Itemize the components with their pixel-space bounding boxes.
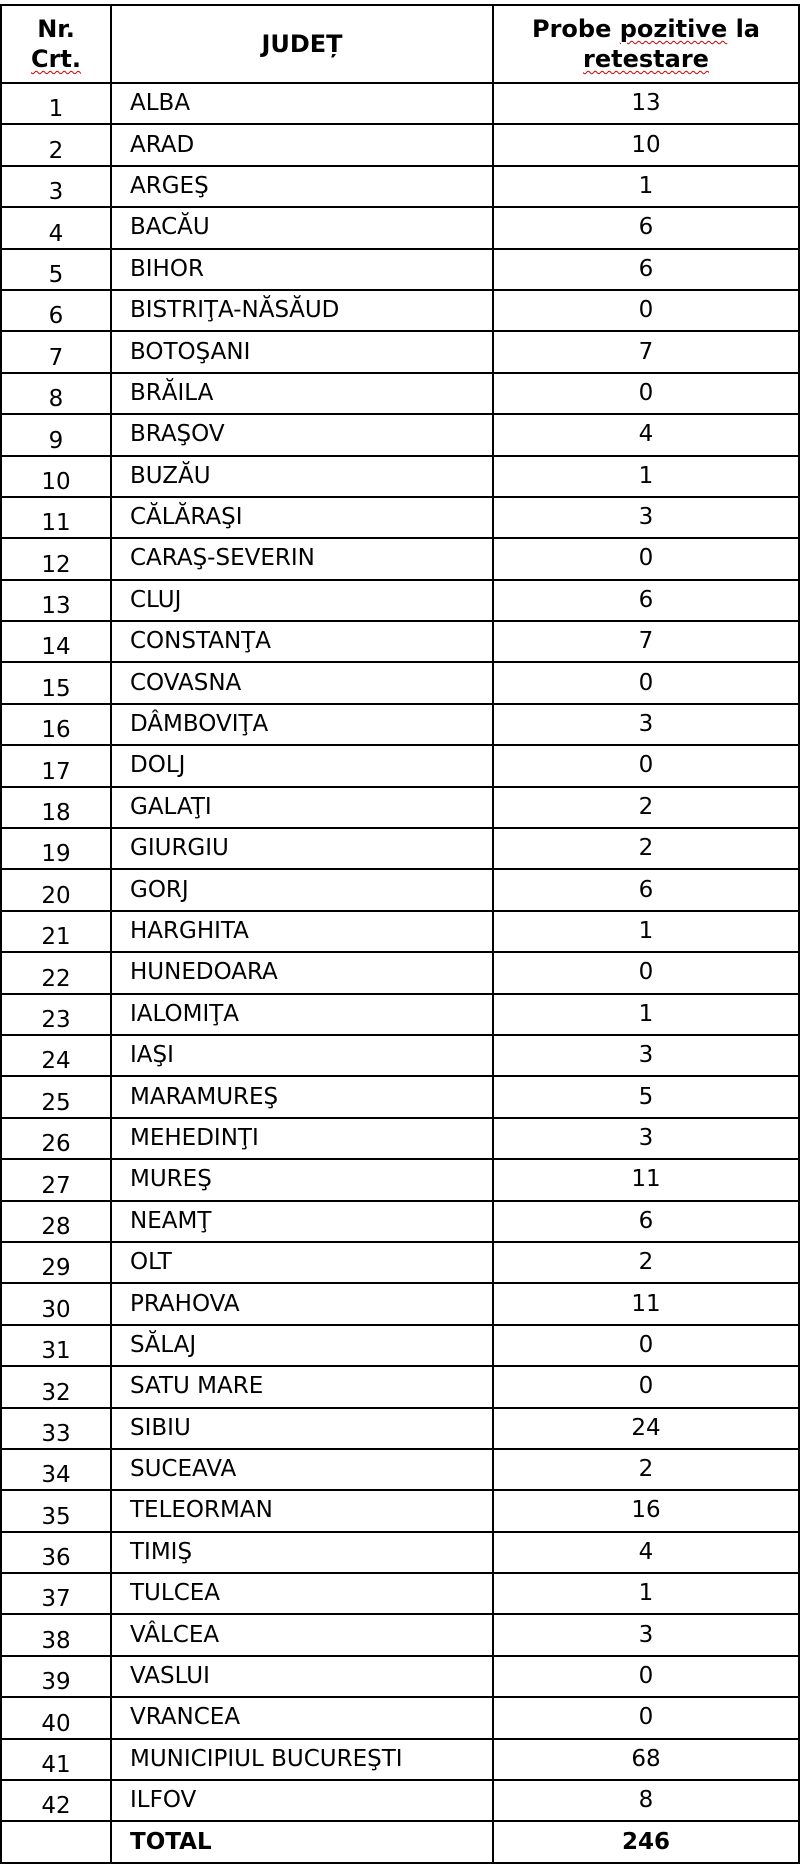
header-judet bbox=[111, 5, 493, 83]
header-la-word: la bbox=[735, 15, 760, 43]
table-row bbox=[1, 1614, 799, 1655]
positive-count: 0 bbox=[493, 373, 799, 414]
positive-count: 0 bbox=[493, 1325, 799, 1366]
county-name: CLUJ bbox=[111, 580, 493, 621]
table-row bbox=[1, 994, 799, 1035]
positive-count: 3 bbox=[493, 704, 799, 745]
county-name: NEAMŢ bbox=[111, 1201, 493, 1242]
county-name: IALOMIŢA bbox=[111, 994, 493, 1035]
positive-count: 0 bbox=[493, 745, 799, 786]
positive-count: 1 bbox=[493, 1573, 799, 1614]
positive-count: 0 bbox=[493, 1656, 799, 1697]
county-name: ARAD bbox=[111, 124, 493, 165]
county-name: CONSTANŢA bbox=[111, 621, 493, 662]
table-row bbox=[1, 290, 799, 331]
positive-count: 0 bbox=[493, 1697, 799, 1738]
positive-count: 3 bbox=[493, 1035, 799, 1076]
table-row bbox=[1, 1449, 799, 1490]
table-row bbox=[1, 869, 799, 910]
county-name: SĂLAJ bbox=[111, 1325, 493, 1366]
positive-count: 3 bbox=[493, 1118, 799, 1159]
county-name: TULCEA bbox=[111, 1573, 493, 1614]
county-name: OLT bbox=[111, 1242, 493, 1283]
row-number: 42 bbox=[1, 1780, 111, 1821]
table-row bbox=[1, 497, 799, 538]
county-name: ARGEŞ bbox=[111, 166, 493, 207]
positive-count: 2 bbox=[493, 1242, 799, 1283]
county-name: HUNEDOARA bbox=[111, 952, 493, 993]
table-row bbox=[1, 456, 799, 497]
positive-count: 6 bbox=[493, 249, 799, 290]
positive-count: 1 bbox=[493, 911, 799, 952]
table-row bbox=[1, 1201, 799, 1242]
county-name: VÂLCEA bbox=[111, 1614, 493, 1655]
county-name: SIBIU bbox=[111, 1408, 493, 1449]
row-number: 10 bbox=[1, 456, 111, 497]
table-row bbox=[1, 1656, 799, 1697]
county-name: IAŞI bbox=[111, 1035, 493, 1076]
row-number: 6 bbox=[1, 290, 111, 331]
total-row bbox=[1, 1821, 799, 1863]
row-number: 5 bbox=[1, 249, 111, 290]
row-number: 23 bbox=[1, 994, 111, 1035]
table-row bbox=[1, 1076, 799, 1117]
positive-count: 7 bbox=[493, 331, 799, 372]
county-name: BOTOŞANI bbox=[111, 331, 493, 372]
row-number: 24 bbox=[1, 1035, 111, 1076]
county-name: HARGHITA bbox=[111, 911, 493, 952]
row-number: 8 bbox=[1, 373, 111, 414]
positive-count: 13 bbox=[493, 83, 799, 124]
row-number: 33 bbox=[1, 1408, 111, 1449]
row-number: 41 bbox=[1, 1739, 111, 1780]
county-name: CARAŞ-SEVERIN bbox=[111, 538, 493, 579]
header-nr-crt bbox=[1, 5, 111, 83]
table-row bbox=[1, 1366, 799, 1407]
positive-count: 4 bbox=[493, 414, 799, 455]
row-number: 37 bbox=[1, 1573, 111, 1614]
positive-count: 0 bbox=[493, 290, 799, 331]
header-crt-label: Crt. bbox=[30, 45, 82, 73]
table-row bbox=[1, 787, 799, 828]
row-number: 7 bbox=[1, 331, 111, 372]
county-name: MARAMUREŞ bbox=[111, 1076, 493, 1117]
county-name: MUREŞ bbox=[111, 1159, 493, 1200]
positive-count: 16 bbox=[493, 1490, 799, 1531]
positive-count: 4 bbox=[493, 1532, 799, 1573]
table-row bbox=[1, 1697, 799, 1738]
row-number: 11 bbox=[1, 497, 111, 538]
county-name: GORJ bbox=[111, 869, 493, 910]
positive-count: 7 bbox=[493, 621, 799, 662]
row-number: 3 bbox=[1, 166, 111, 207]
county-name: VRANCEA bbox=[111, 1697, 493, 1738]
row-number: 36 bbox=[1, 1532, 111, 1573]
positive-count: 24 bbox=[493, 1408, 799, 1449]
row-number: 13 bbox=[1, 580, 111, 621]
county-name: VASLUI bbox=[111, 1656, 493, 1697]
row-number: 14 bbox=[1, 621, 111, 662]
header-probe-pozitive bbox=[493, 5, 799, 83]
county-name: MEHEDINŢI bbox=[111, 1118, 493, 1159]
table-row bbox=[1, 249, 799, 290]
table-row bbox=[1, 911, 799, 952]
row-number: 32 bbox=[1, 1366, 111, 1407]
county-name: BRAŞOV bbox=[111, 414, 493, 455]
total-value: 246 bbox=[493, 1821, 799, 1863]
table-row bbox=[1, 1490, 799, 1531]
table-row bbox=[1, 331, 799, 372]
positive-count: 11 bbox=[493, 1159, 799, 1200]
county-name: BIHOR bbox=[111, 249, 493, 290]
row-number: 2 bbox=[1, 124, 111, 165]
table-row bbox=[1, 1118, 799, 1159]
table-row bbox=[1, 1780, 799, 1821]
table-row bbox=[1, 538, 799, 579]
row-number: 19 bbox=[1, 828, 111, 869]
positive-count: 6 bbox=[493, 580, 799, 621]
row-number: 29 bbox=[1, 1242, 111, 1283]
positive-count: 10 bbox=[493, 124, 799, 165]
positive-count: 2 bbox=[493, 787, 799, 828]
row-number: 26 bbox=[1, 1118, 111, 1159]
positive-count: 11 bbox=[493, 1283, 799, 1324]
row-number: 17 bbox=[1, 745, 111, 786]
table-row bbox=[1, 1532, 799, 1573]
row-number: 40 bbox=[1, 1697, 111, 1738]
table-row bbox=[1, 207, 799, 248]
row-number: 25 bbox=[1, 1076, 111, 1117]
row-number: 27 bbox=[1, 1159, 111, 1200]
row-number: 22 bbox=[1, 952, 111, 993]
positive-count: 3 bbox=[493, 497, 799, 538]
header-probe-word: Probe bbox=[532, 15, 612, 43]
row-number: 9 bbox=[1, 414, 111, 455]
positive-count: 2 bbox=[493, 1449, 799, 1490]
row-number: 35 bbox=[1, 1490, 111, 1531]
positive-count: 0 bbox=[493, 662, 799, 703]
positive-count: 1 bbox=[493, 166, 799, 207]
positive-count: 5 bbox=[493, 1076, 799, 1117]
county-name: GIURGIU bbox=[111, 828, 493, 869]
positive-count: 6 bbox=[493, 869, 799, 910]
table-row bbox=[1, 1159, 799, 1200]
positive-count: 6 bbox=[493, 1201, 799, 1242]
row-number: 4 bbox=[1, 207, 111, 248]
row-number: 21 bbox=[1, 911, 111, 952]
county-name: CĂLĂRAŞI bbox=[111, 497, 493, 538]
row-number: 30 bbox=[1, 1283, 111, 1324]
county-name: COVASNA bbox=[111, 662, 493, 703]
positive-count: 6 bbox=[493, 207, 799, 248]
row-number: 38 bbox=[1, 1614, 111, 1655]
row-number: 31 bbox=[1, 1325, 111, 1366]
table-row bbox=[1, 1408, 799, 1449]
positive-count: 8 bbox=[493, 1780, 799, 1821]
row-number: 18 bbox=[1, 787, 111, 828]
positive-count: 3 bbox=[493, 1614, 799, 1655]
positive-count: 2 bbox=[493, 828, 799, 869]
row-number: 20 bbox=[1, 869, 111, 910]
table-row bbox=[1, 83, 799, 124]
table-row bbox=[1, 662, 799, 703]
table-row bbox=[1, 414, 799, 455]
county-name: DÂMBOVIŢA bbox=[111, 704, 493, 745]
county-name: BRĂILA bbox=[111, 373, 493, 414]
row-number: 16 bbox=[1, 704, 111, 745]
table-row bbox=[1, 745, 799, 786]
header-judet-label: JUDEȚ bbox=[261, 30, 343, 58]
header-retestare-word: retestare bbox=[583, 45, 709, 73]
county-name: PRAHOVA bbox=[111, 1283, 493, 1324]
header-row bbox=[1, 5, 799, 83]
header-nr-label: Nr. bbox=[37, 15, 75, 43]
county-name: ILFOV bbox=[111, 1780, 493, 1821]
county-name: BISTRIŢA-NĂSĂUD bbox=[111, 290, 493, 331]
table-row bbox=[1, 828, 799, 869]
table-row bbox=[1, 1035, 799, 1076]
positive-count: 0 bbox=[493, 952, 799, 993]
table-row bbox=[1, 124, 799, 165]
row-number: 15 bbox=[1, 662, 111, 703]
positive-count: 68 bbox=[493, 1739, 799, 1780]
county-name: DOLJ bbox=[111, 745, 493, 786]
table-row bbox=[1, 1242, 799, 1283]
county-name: TELEORMAN bbox=[111, 1490, 493, 1531]
table-row bbox=[1, 166, 799, 207]
county-name: BACĂU bbox=[111, 207, 493, 248]
table-row bbox=[1, 952, 799, 993]
row-number: 12 bbox=[1, 538, 111, 579]
positive-count: 1 bbox=[493, 994, 799, 1035]
total-label: TOTAL bbox=[111, 1821, 493, 1863]
positive-count: 1 bbox=[493, 456, 799, 497]
total-nr-cell bbox=[1, 1821, 111, 1863]
table-row bbox=[1, 1739, 799, 1780]
county-name: GALAŢI bbox=[111, 787, 493, 828]
positive-count: 0 bbox=[493, 538, 799, 579]
table-row bbox=[1, 580, 799, 621]
row-number: 28 bbox=[1, 1201, 111, 1242]
table-row bbox=[1, 373, 799, 414]
county-name: TIMIŞ bbox=[111, 1532, 493, 1573]
table-row bbox=[1, 704, 799, 745]
county-name: SUCEAVA bbox=[111, 1449, 493, 1490]
table-row bbox=[1, 1325, 799, 1366]
county-name: BUZĂU bbox=[111, 456, 493, 497]
header-pozitive-word: pozitive bbox=[619, 15, 728, 43]
county-positive-retest-table bbox=[0, 4, 800, 1864]
positive-count: 0 bbox=[493, 1366, 799, 1407]
row-number: 1 bbox=[1, 83, 111, 124]
county-name: ALBA bbox=[111, 83, 493, 124]
row-number: 39 bbox=[1, 1656, 111, 1697]
table-row bbox=[1, 1573, 799, 1614]
table-row bbox=[1, 621, 799, 662]
county-name: MUNICIPIUL BUCUREŞTI bbox=[111, 1739, 493, 1780]
row-number: 34 bbox=[1, 1449, 111, 1490]
table-row bbox=[1, 1283, 799, 1324]
county-name: SATU MARE bbox=[111, 1366, 493, 1407]
table-body bbox=[1, 83, 799, 1821]
